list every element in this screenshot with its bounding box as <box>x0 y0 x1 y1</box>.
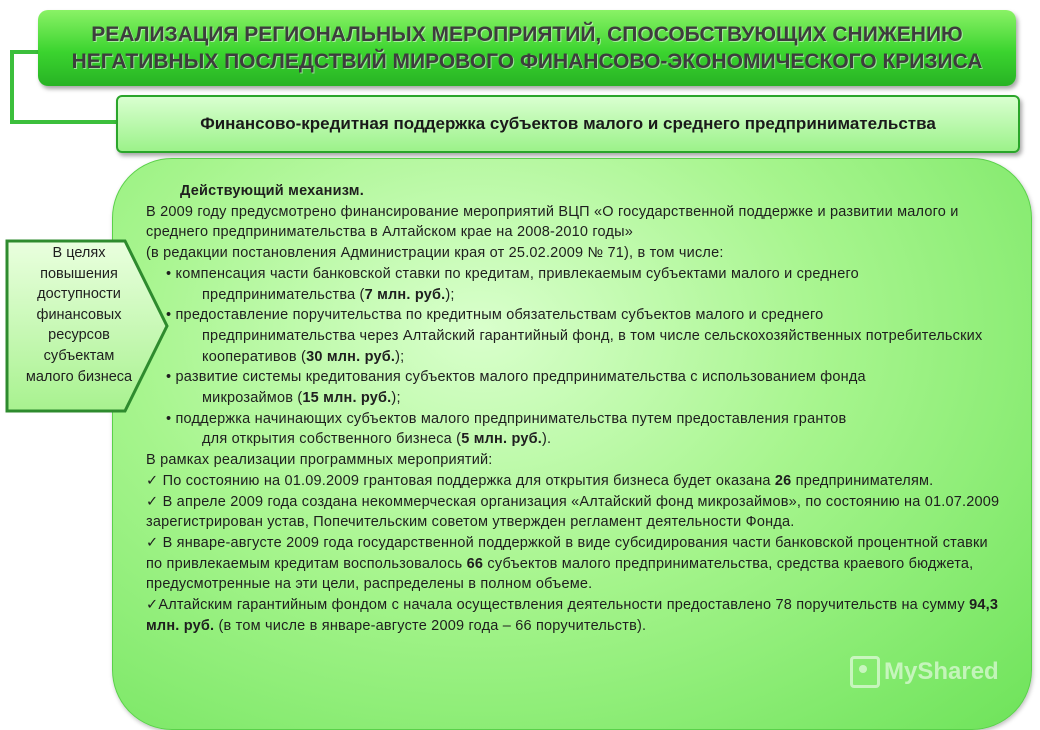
subtitle: Финансово-кредитная поддержка субъектов малого и среднего предпринимательства <box>200 114 936 133</box>
connector-line-bottom <box>10 120 120 124</box>
check-item: ✓ В январе-августе 2009 года государственной поддержкой в виде субсидирования части банковской процентной ставки по привлекаемым кредитам воспользовалось 66 субъектов малого предпринимательства, средства краевого бюджета, предусмотренные на эти цели, распределены в полном объеме. <box>146 534 988 593</box>
watermark-icon <box>850 656 880 688</box>
intro-paragraph-2: (в редакции постановления Администрации края от 25.02.2009 № 71), в том числе: <box>146 245 724 262</box>
intro-paragraph: В 2009 году предусмотрено финансирование мероприятий ВЦП «О государственной поддержке и развитии малого и среднего предпринимательства в Алтайском крае на 2008-2010 годы» <box>146 203 959 241</box>
subtitle-banner <box>116 95 1020 153</box>
check-item: ✓ В апреле 2009 года создана некоммерческая организация «Алтайский фонд микрозаймов», по состоянию на 01.07.2009 зарегистрирован устав, Попечительским советом утвержден регламент деятельности Фонда. <box>146 493 1000 531</box>
list-item-continuation: предпринимательства через Алтайский гарантийный фонд, в том числе сельскохозяйственных потребительских кооперативов (30 млн. руб.); <box>202 327 983 365</box>
callout-text: В целях повышения доступности финансовых ресурсов субъектам малого бизнеса <box>25 245 133 385</box>
title-banner <box>38 10 1016 86</box>
list-item: • развитие системы кредитования субъектов малого предпринимательства с использованием фонда <box>166 369 866 386</box>
page-title: РЕАЛИЗАЦИЯ РЕГИОНАЛЬНЫХ МЕРОПРИЯТИЙ, СПОСОБСТВУЮЩИХ СНИЖЕНИЮ НЕГАТИВНЫХ ПОСЛЕДСТВИЙ МИРОВОГО ФИНАНСОВО-ЭКОНОМИЧЕСКОГО КРИЗИСА <box>71 23 983 73</box>
content-text <box>146 181 1006 636</box>
list-item-continuation: для открытия собственного бизнеса (5 млн. руб.). <box>202 431 552 448</box>
watermark <box>850 652 1010 692</box>
connector-line-vertical <box>10 50 14 124</box>
list-item-continuation: предпринимательства (7 млн. руб.); <box>202 286 455 303</box>
watermark-text: MyShared <box>884 658 999 685</box>
check-item: ✓ По состоянию на 01.09.2009 грантовая поддержка для открытия бизнеса будет оказана 26 предпринимателям. <box>146 472 934 489</box>
list-item: • компенсация части банковской ставки по кредитам, привлекаемым субъектами малого и среднего <box>166 265 859 282</box>
check-item: ✓Алтайским гарантийным фондом с начала осуществления деятельности предоставлено 78 поручительств на сумму 94,3 млн. руб. (в том числе в январе-августе 2009 года – 66 поручительств). <box>146 597 999 634</box>
list-item: • поддержка начинающих субъектов малого предпринимательства путем предоставления грантов <box>166 410 847 427</box>
list-item: • предоставление поручительства по кредитным обязательствам субъектов малого и среднего <box>166 307 824 324</box>
list-item-continuation: микрозаймов (15 млн. руб.); <box>202 390 401 407</box>
goal-callout <box>5 239 171 413</box>
mechanism-heading: Действующий механизм. <box>180 183 364 199</box>
program-heading: В рамках реализации программных мероприятий: <box>146 452 493 469</box>
